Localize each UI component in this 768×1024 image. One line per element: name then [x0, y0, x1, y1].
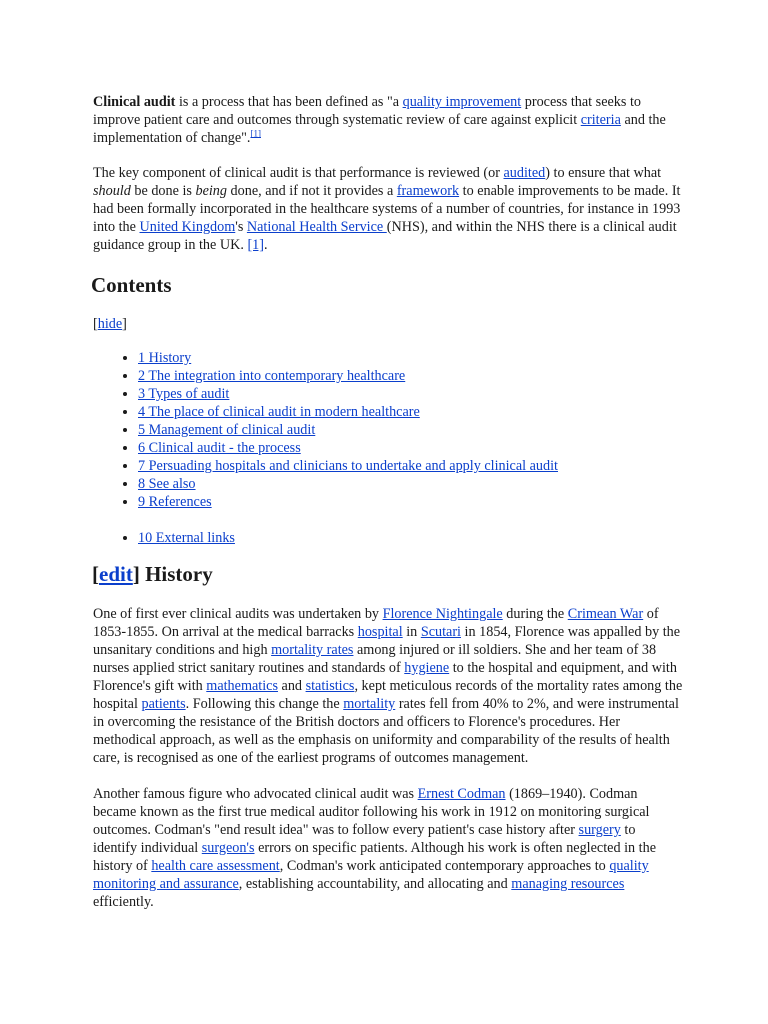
citation-link[interactable]: [1]	[247, 237, 264, 253]
link-surgeons[interactable]: surgeon's	[201, 840, 255, 856]
link-managing-resources[interactable]: managing resources	[511, 876, 625, 892]
link-mortality[interactable]: mortality	[343, 696, 396, 712]
paragraph-text: in 1854, Florence was appalled by the unsanitary conditions and high	[93, 624, 681, 658]
link-scutari[interactable]: Scutari	[420, 624, 461, 640]
bracket: [	[93, 316, 98, 332]
citation-1[interactable]: [1]	[250, 128, 261, 139]
article-body	[93, 93, 683, 911]
paragraph-text: in	[402, 624, 421, 640]
history-heading	[92, 561, 683, 587]
toc-item	[138, 385, 683, 403]
key-component-paragraph	[93, 164, 683, 254]
link-florence-nightingale[interactable]: Florence Nightingale	[382, 606, 503, 622]
paragraph-text: and	[277, 678, 306, 694]
toc-link-history[interactable]: 1 History	[138, 350, 192, 366]
toc-link-types-of-audit[interactable]: 3 Types of audit	[138, 386, 230, 402]
paragraph-text: among injured or ill soldiers. She and her team of 38 nurses applied strict sanitary routines and standards of	[93, 642, 657, 676]
paragraph-text: , establishing accountability, and allocating and	[238, 876, 512, 892]
bracket: ]	[132, 562, 140, 586]
edit-section-link[interactable]: edit	[99, 562, 133, 586]
link-criteria[interactable]: criteria	[580, 112, 621, 128]
intro-text: and the implementation of change".	[93, 112, 666, 146]
paragraph-text: to enable improvements to be made. It had been formally incorporated in the healthcare systems of a number of countries, for instance in 1993 into the	[93, 183, 681, 235]
toc-item	[138, 367, 683, 385]
link-united-kingdom[interactable]: United Kingdom	[139, 219, 236, 235]
intro-text: process that seeks to improve patient care and outcomes through systematic review of care against explicit	[93, 94, 641, 128]
toc-item	[138, 421, 683, 439]
link-patients[interactable]: patients	[141, 696, 186, 712]
paragraph-text: , kept meticulous records of the mortality rates among the hospital	[93, 678, 683, 712]
paragraph-text: efficiently.	[93, 894, 154, 910]
toc-link-persuading[interactable]: 7 Persuading hospitals and clinicians to undertake and apply clinical audit	[138, 458, 558, 474]
paragraph-text: (NHS), and within the NHS there is a clinical audit guidance group in the UK.	[93, 219, 677, 253]
link-mathematics[interactable]: mathematics	[206, 678, 278, 694]
paragraph-text: during the	[502, 606, 568, 622]
paragraph-text: The key component of clinical audit is that performance is reviewed (or	[93, 165, 504, 181]
table-of-contents-extra	[93, 529, 683, 547]
paragraph-text: . Following this change the	[185, 696, 344, 712]
toc-link-management[interactable]: 5 Management of clinical audit	[138, 422, 316, 438]
intro-text: is a process that has been defined as "a	[175, 94, 403, 110]
toc-item	[138, 475, 683, 493]
table-of-contents	[93, 349, 683, 511]
toc-item	[138, 529, 683, 547]
toc-item	[138, 457, 683, 475]
history-paragraph-1	[93, 605, 683, 767]
paragraph-text: .	[264, 237, 268, 253]
contents-heading: Contents	[91, 273, 172, 297]
paragraph-text: Another famous figure who advocated clinical audit was	[93, 786, 418, 802]
paragraph-text: 's	[235, 219, 247, 235]
toc-link-place-of-audit[interactable]: 4 The place of clinical audit in modern healthcare	[138, 404, 420, 420]
paragraph-text: (1869–1940). Codman became known as the first true medical auditor following his work in 1912 on monitoring surgical outcomes. Codman's "end result idea" was to follow every patient's case history after	[93, 786, 650, 838]
toc-item	[138, 403, 683, 421]
link-framework[interactable]: framework	[396, 183, 460, 199]
toc-link-references[interactable]: 9 References	[138, 494, 212, 510]
toc-toggle	[93, 315, 683, 333]
paragraph-text: errors on specific patients. Although his work is often neglected in the history of	[93, 840, 657, 874]
hide-toc-link[interactable]: hide	[97, 316, 123, 332]
link-audited[interactable]: audited	[503, 165, 546, 181]
link-health-care-assessment[interactable]: health care assessment	[151, 858, 280, 874]
paragraph-text: of 1853-1855. On arrival at the medical barracks	[93, 606, 659, 640]
history-paragraph-2	[93, 785, 683, 911]
paragraph-text: be done is	[130, 183, 196, 199]
emphasis-should: should	[93, 183, 131, 199]
link-mortality-rates[interactable]: mortality rates	[271, 642, 354, 658]
toc-item	[138, 439, 683, 457]
paragraph-text: , Codman's work anticipated contemporary approaches to	[279, 858, 610, 874]
toc-item	[138, 493, 683, 511]
link-hygiene[interactable]: hygiene	[404, 660, 450, 676]
toc-link-integration[interactable]: 2 The integration into contemporary healthcare	[138, 368, 406, 384]
link-quality-improvement[interactable]: quality improvement	[402, 94, 522, 110]
toc-item	[138, 349, 683, 367]
paragraph-text: One of first ever clinical audits was undertaken by	[93, 606, 383, 622]
link-national-health-service[interactable]: National Health Service	[246, 219, 387, 235]
paragraph-text: to the hospital and equipment, and with Florence's gift with	[93, 660, 677, 694]
link-quality-monitoring[interactable]: quality monitoring and assurance	[93, 858, 649, 892]
section-title: History	[139, 562, 213, 586]
link-ernest-codman[interactable]: Ernest Codman	[417, 786, 506, 802]
emphasis-being: being	[195, 183, 227, 199]
link-statistics[interactable]: statistics	[305, 678, 355, 694]
intro-paragraph	[93, 93, 683, 147]
paragraph-text: to identify individual	[93, 822, 636, 856]
paragraph-text: ) to ensure that what	[545, 165, 662, 181]
link-crimean-war[interactable]: Crimean War	[567, 606, 644, 622]
term-clinical-audit: Clinical audit	[93, 94, 176, 110]
toc-link-see-also[interactable]: 8 See also	[138, 476, 196, 492]
toc-link-process[interactable]: 6 Clinical audit - the process	[138, 440, 301, 456]
toc-link-external-links[interactable]: 10 External links	[138, 530, 235, 546]
bracket: ]	[122, 316, 127, 332]
paragraph-text: done, and if not it provides a	[227, 183, 397, 199]
link-hospital[interactable]: hospital	[357, 624, 403, 640]
bracket: [	[92, 562, 99, 586]
paragraph-text: rates fell from 40% to 2%, and were instrumental in overcoming the resistance of the British doctors and officers to Florence's procedures. Her methodical approach, as well as the emphasis on uniformity and comparability of the results of health care, is recognised as one of the earliest programs of outcomes management.	[93, 696, 679, 766]
link-surgery[interactable]: surgery	[578, 822, 621, 838]
